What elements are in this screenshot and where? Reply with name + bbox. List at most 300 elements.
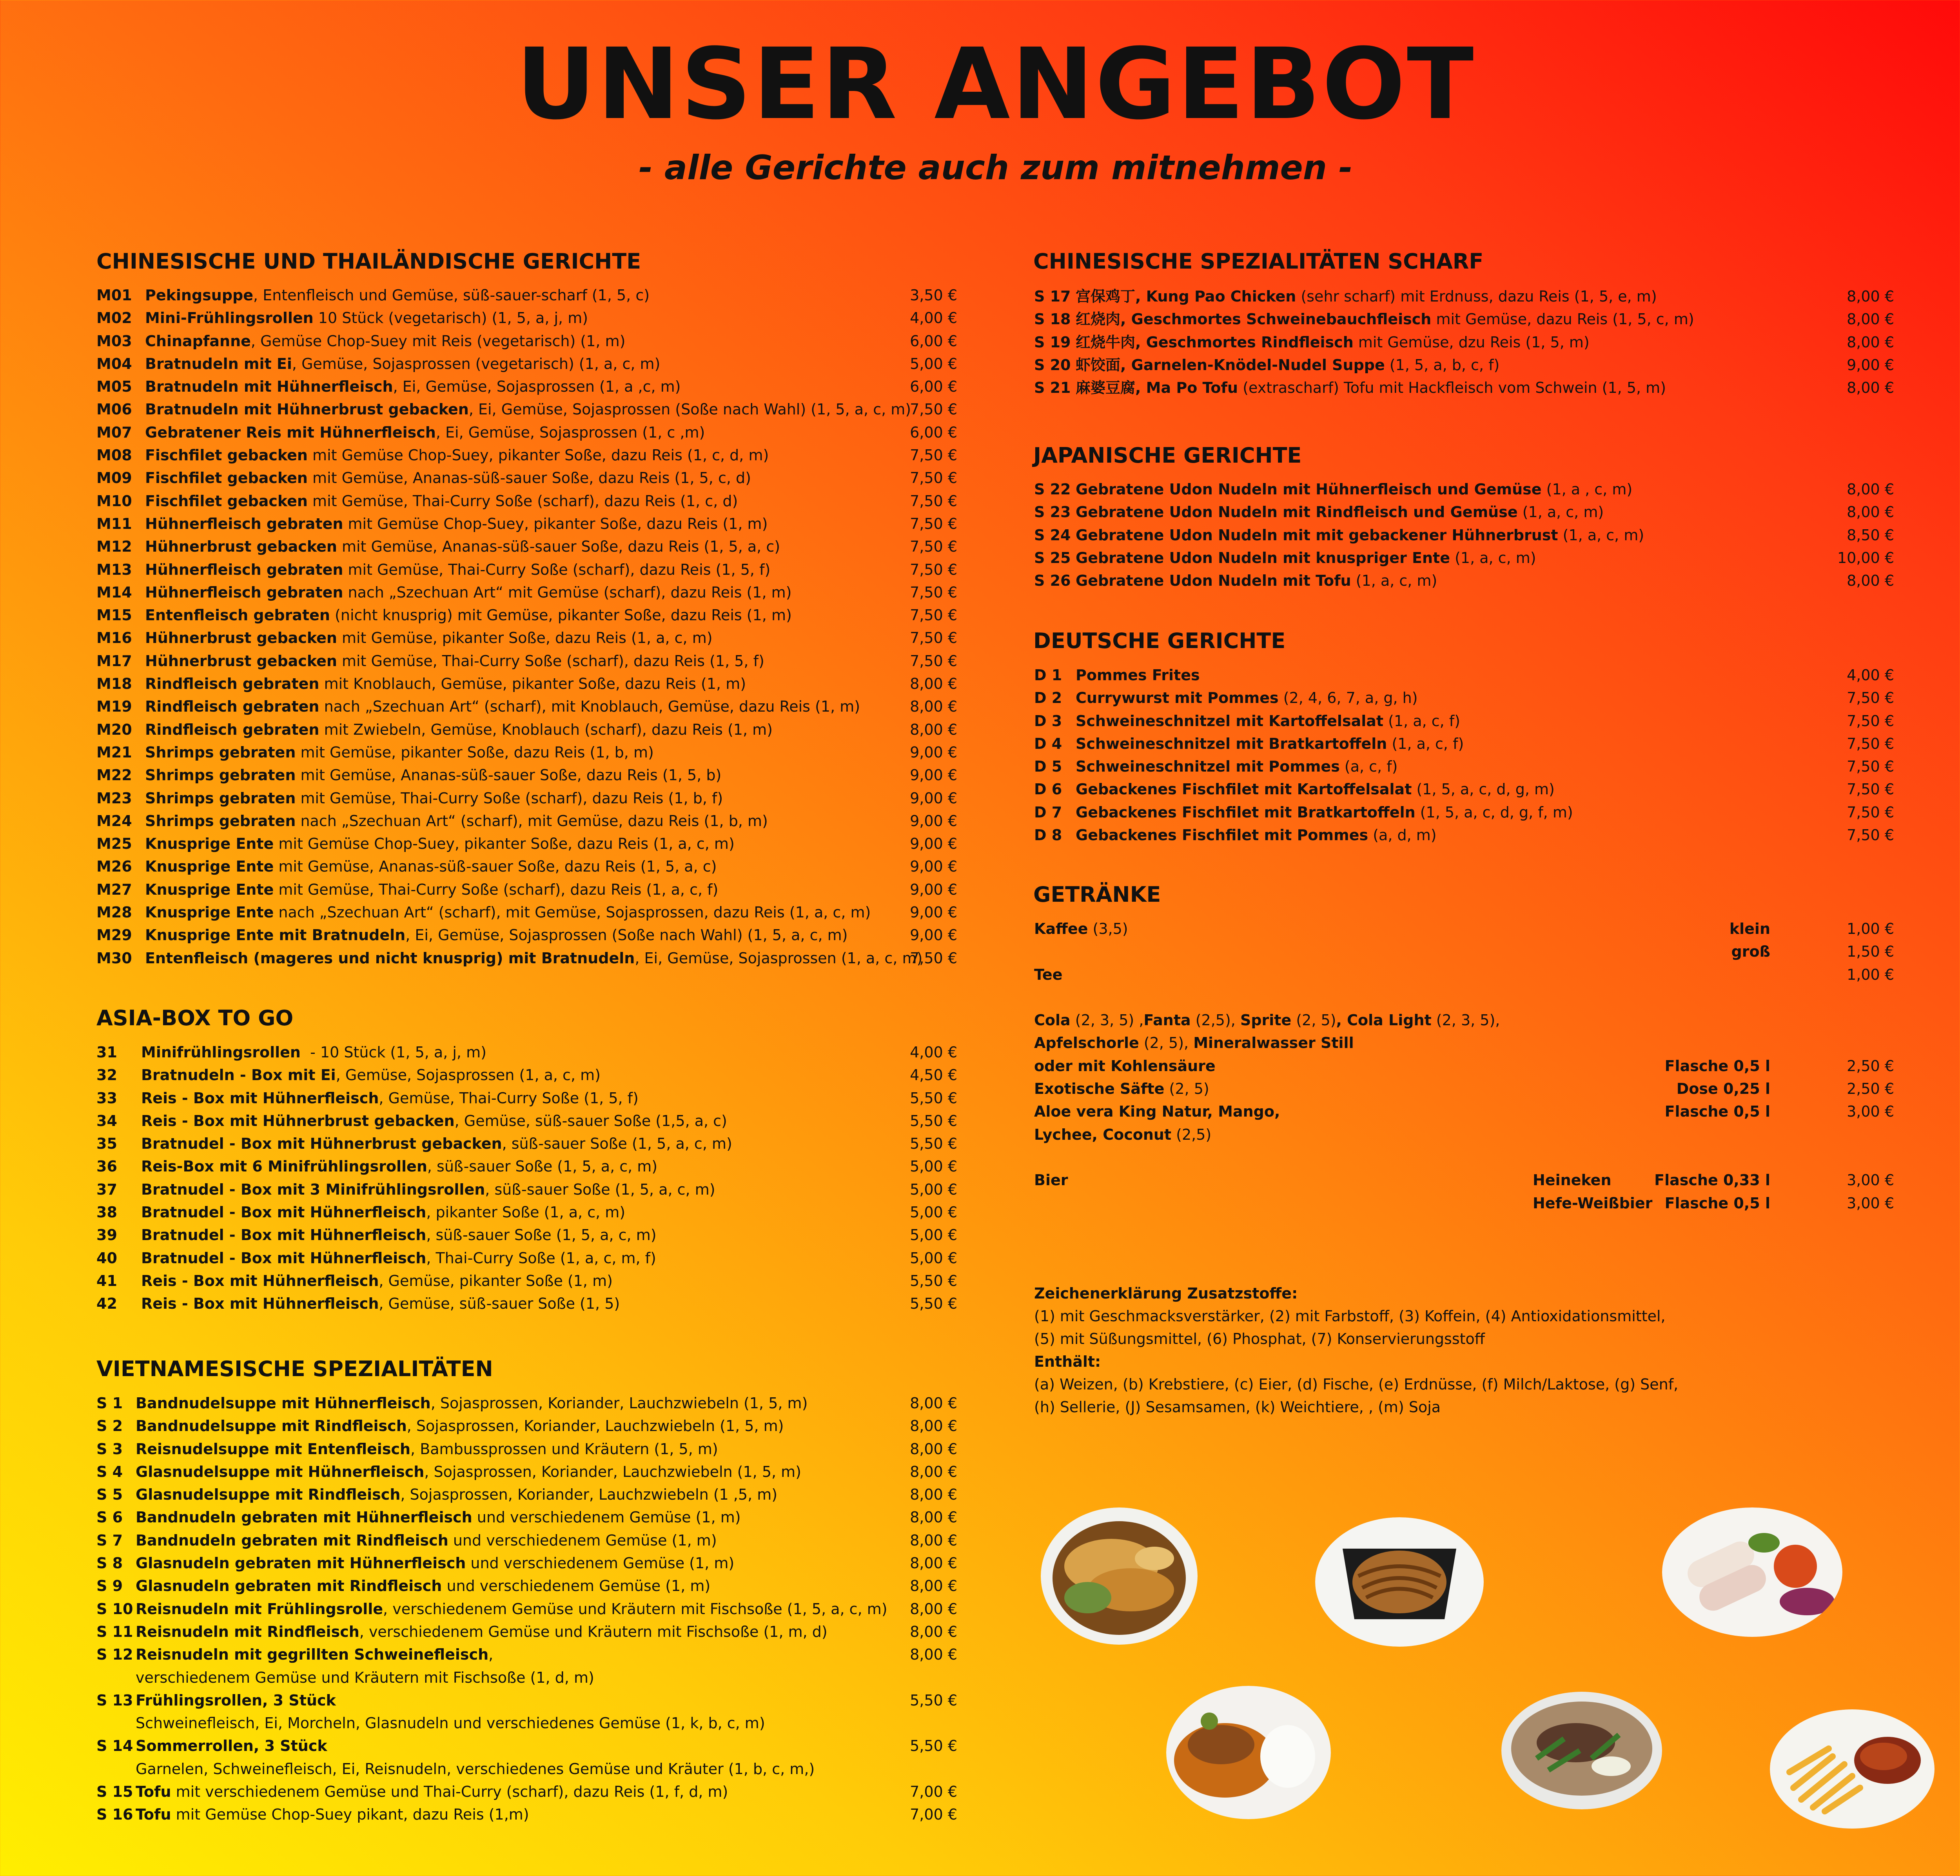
item-name: 红烧牛肉, Geschmortes Rindfleisch xyxy=(1076,333,1354,351)
item-description: , Sojasprossen, Koriander, Lauchzwiebeln (1, 5, m) xyxy=(407,1417,784,1435)
item-name: Reis - Box mit Hühnerfleisch xyxy=(141,1089,379,1107)
item-text xyxy=(136,1803,529,1826)
item-name: Reis-Box mit 6 Minifrühlingsrollen xyxy=(141,1158,427,1175)
item-code: S 13 xyxy=(96,1691,133,1709)
item-price: 8,00 € xyxy=(910,1417,957,1435)
item-text xyxy=(141,1201,625,1224)
item-code: 40 xyxy=(96,1249,117,1267)
drink-price: 1,00 € xyxy=(1847,920,1894,937)
item-code: M15 xyxy=(96,607,132,624)
item-price: 9,00 € xyxy=(910,835,957,853)
menu-item-row xyxy=(96,1666,957,1689)
item-description: mit Gemüse, Thai-Curry Soße (scharf), dazu Reis (1, a, c, f) xyxy=(274,881,719,898)
menu-item-row xyxy=(96,650,957,672)
item-name: Hühnerbrust gebacken xyxy=(145,629,337,647)
item-text xyxy=(1076,285,1657,308)
drink-note: (2,5) xyxy=(1171,1126,1212,1143)
menu-item-row xyxy=(1034,732,1894,755)
legend-line: (1) mit Geschmacksverstärker, (2) mit Farbstoff, (3) Koffein, (4) Antioxidationsmittel, xyxy=(1034,1308,1666,1325)
item-code: S 17 xyxy=(1034,288,1071,305)
menu-item-row xyxy=(1034,824,1894,846)
item-text xyxy=(145,718,773,741)
item-name: Reis - Box mit Hühnerfleisch xyxy=(141,1295,379,1313)
item-description: , Gemüse, Sojasprossen (1, a, c, m) xyxy=(336,1066,601,1084)
item-text xyxy=(145,878,718,901)
item-description: mit Gemüse, Ananas-süß-sauer Soße, dazu Reis (1, 5, a, c) xyxy=(274,858,717,875)
item-code: S 6 xyxy=(96,1509,123,1526)
menu-item-row xyxy=(96,421,957,444)
item-description: (1, a, c, m) xyxy=(1351,572,1437,590)
menu-item-row xyxy=(1034,478,1894,501)
item-text xyxy=(1076,686,1418,709)
legend-title: Zeichenerklärung Zusatzstoffe: xyxy=(1034,1285,1298,1302)
item-description: , Bambussprossen und Kräutern (1, 5, m) xyxy=(410,1440,718,1458)
item-description: und verschiedenem Gemüse (1, m) xyxy=(442,1577,711,1595)
drink-row-softdrinks-2 xyxy=(1034,1032,1894,1054)
item-name: Sommerrollen, 3 Stück xyxy=(136,1737,327,1755)
legend-title: Enthält: xyxy=(1034,1353,1101,1370)
menu-item-row xyxy=(96,1552,957,1575)
item-code: M22 xyxy=(96,766,132,784)
drink-note: (2, 3, 5), xyxy=(1431,1012,1500,1029)
item-price: 9,00 € xyxy=(910,743,957,761)
item-text xyxy=(1076,331,1590,354)
item-code: M25 xyxy=(96,835,132,853)
menu-item-row xyxy=(96,1132,957,1155)
item-text xyxy=(136,1575,710,1597)
item-code: 34 xyxy=(96,1112,117,1130)
menu-item-row xyxy=(96,1598,957,1620)
item-price: 7,50 € xyxy=(1847,826,1894,844)
item-code: S 15 xyxy=(96,1783,133,1801)
menu-item-row xyxy=(96,535,957,558)
drink-price: 3,00 € xyxy=(1847,1103,1894,1121)
item-code: D 7 xyxy=(1034,803,1062,821)
item-name: Fischfilet gebacken xyxy=(145,492,308,510)
item-code: 41 xyxy=(96,1272,117,1289)
item-price: 8,00 € xyxy=(1847,288,1894,305)
menu-item-row xyxy=(96,1110,957,1132)
item-code: S 26 xyxy=(1034,572,1071,590)
item-text xyxy=(145,558,770,581)
item-text xyxy=(145,695,860,718)
item-description: , xyxy=(488,1646,494,1664)
drink-size: Flasche 0,5 l xyxy=(1664,1194,1770,1212)
item-description: , Sojasprossen, Koriander, Lauchzwiebeln (1, 5, m) xyxy=(430,1395,808,1412)
item-text xyxy=(145,810,768,832)
menu-item-row xyxy=(96,512,957,535)
item-text xyxy=(1076,664,1200,686)
drink-row-beer-2 xyxy=(1034,1192,1894,1215)
item-text xyxy=(1076,824,1437,846)
menu-list-chinese-thai xyxy=(96,284,957,970)
item-name: Bratnudeln mit Hühnerfleisch xyxy=(145,378,393,396)
item-price: 8,00 € xyxy=(910,1395,957,1412)
drink-brand: Hefe-Weißbier xyxy=(1533,1194,1653,1212)
menu-list-vietnam xyxy=(96,1392,957,1826)
menu-item-row xyxy=(96,1620,957,1643)
menu-item-row xyxy=(96,1734,957,1757)
item-price: 5,00 € xyxy=(910,1226,957,1244)
menu-list-german xyxy=(1034,664,1894,846)
item-text xyxy=(145,604,792,627)
item-price: 7,50 € xyxy=(910,401,957,418)
item-code: S 1 xyxy=(96,1395,123,1412)
item-description: mit Gemüse, Thai-Curry Soße (scharf), dazu Reis (1, c, d) xyxy=(307,492,738,510)
menu-item-row xyxy=(96,855,957,878)
item-name: Shrimps gebraten xyxy=(145,812,296,830)
menu-item-row xyxy=(96,1506,957,1529)
item-code: M08 xyxy=(96,447,132,464)
item-name: Shrimps gebraten xyxy=(145,789,296,807)
item-name: Gebackenes Fischfilet mit Bratkartoffeln xyxy=(1076,803,1416,821)
item-name: Gebratene Udon Nudeln mit knuspriger Ente xyxy=(1076,549,1450,567)
item-description: Garnelen, Schweinefleisch, Ei, Reisnudeln, verschiedenes Gemüse und Kräuter (1, b, c, m,) xyxy=(136,1760,815,1778)
item-name: Glasnudelsuppe mit Hühnerfleisch xyxy=(136,1463,425,1480)
item-name: Shrimps gebraten xyxy=(145,743,296,761)
item-code: M09 xyxy=(96,469,132,487)
item-code: 36 xyxy=(96,1158,117,1175)
menu-item-row xyxy=(1034,501,1894,523)
item-text xyxy=(1076,547,1536,569)
item-description: mit Gemüse, Ananas-süß-sauer Soße, dazu Reis (1, 5, a, c) xyxy=(337,538,780,556)
item-price: 5,50 € xyxy=(910,1691,957,1709)
item-price: 5,00 € xyxy=(910,355,957,372)
drink-row-softdrinks-3 xyxy=(1034,1055,1894,1077)
item-name: Currywurst mit Pommes xyxy=(1076,689,1279,707)
menu-item-row xyxy=(96,1460,957,1483)
item-text xyxy=(141,1132,732,1155)
item-code: 39 xyxy=(96,1226,117,1244)
item-text xyxy=(1076,524,1644,547)
item-name: Reis - Box mit Hühnerbrust gebacken xyxy=(141,1112,455,1130)
drink-price: 1,50 € xyxy=(1847,943,1894,961)
drink-price: 3,00 € xyxy=(1847,1194,1894,1212)
item-price: 8,00 € xyxy=(910,1555,957,1572)
menu-item-row xyxy=(96,581,957,604)
item-description: , Gemüse Chop-Suey mit Reis (vegetarisch) (1, m) xyxy=(250,332,626,350)
item-description: , Ei, Gemüse, Sojasprossen (1, c ,m) xyxy=(436,423,705,441)
item-price: 8,00 € xyxy=(1847,333,1894,351)
item-text xyxy=(136,1734,327,1757)
section-title-japanese: JAPANISCHE GERICHTE xyxy=(1033,443,1302,468)
item-name: Bandnudelsuppe mit Rindfleisch xyxy=(136,1417,407,1435)
menu-item-row xyxy=(96,558,957,581)
item-description: , Ei, Gemüse, Sojasprossen (Soße nach Wahl) (1, 5, a, c, m) xyxy=(405,926,848,944)
item-text xyxy=(1076,801,1573,824)
item-name: Schweineschnitzel mit Pommes xyxy=(1076,758,1340,775)
item-text xyxy=(136,1620,828,1643)
item-name: Entenfleisch gebraten xyxy=(145,607,330,624)
item-description: (1, a, c, m) xyxy=(1450,549,1536,567)
menu-item-row xyxy=(1034,778,1894,801)
menu-item-row xyxy=(96,490,957,512)
drink-size: groß xyxy=(1731,943,1770,961)
food-photo-duck-rice xyxy=(1166,1686,1331,1819)
item-text xyxy=(1076,732,1464,755)
item-text xyxy=(141,1064,601,1086)
item-name: Gebratener Reis mit Hühnerfleisch xyxy=(145,423,436,441)
item-code: S 12 xyxy=(96,1646,133,1664)
drink-name: Bier xyxy=(1034,1171,1068,1189)
menu-item-row xyxy=(96,444,957,467)
item-price: 7,50 € xyxy=(1847,803,1894,821)
drink-row-aloe-2 xyxy=(1034,1123,1894,1146)
item-name: 宫保鸡丁, Kung Pao Chicken xyxy=(1076,288,1296,305)
item-text xyxy=(145,947,922,970)
item-description: und verschiedenem Gemüse (1, m) xyxy=(472,1509,741,1526)
item-text xyxy=(136,1643,493,1666)
item-price: 9,00 € xyxy=(910,858,957,875)
item-price: 5,50 € xyxy=(910,1295,957,1313)
item-name: Bandnudelsuppe mit Hühnerfleisch xyxy=(136,1395,431,1412)
item-description: (a, c, f) xyxy=(1339,758,1398,775)
item-price: 8,00 € xyxy=(1847,572,1894,590)
menu-item-row xyxy=(96,1483,957,1506)
menu-item-row xyxy=(96,1201,957,1224)
item-price: 8,00 € xyxy=(1847,481,1894,498)
item-code: D 4 xyxy=(1034,735,1062,752)
item-name: Fischfilet gebacken xyxy=(145,447,308,464)
item-text xyxy=(141,1292,620,1315)
item-price: 9,00 € xyxy=(910,904,957,921)
item-code: S 21 xyxy=(1034,379,1071,397)
item-name: Rindfleisch gebraten xyxy=(145,721,319,738)
item-name: Glasnudeln gebraten mit Rindfleisch xyxy=(136,1577,442,1595)
item-price: 6,00 € xyxy=(910,332,957,350)
item-price: 7,50 € xyxy=(910,538,957,556)
drink-brand: Heineken xyxy=(1533,1171,1612,1189)
item-text xyxy=(1076,710,1460,732)
item-code: S 5 xyxy=(96,1486,123,1504)
item-name: Minifrühlingsrollen xyxy=(141,1044,301,1061)
item-description: mit Gemüse Chop-Suey, pikanter Soße, dazu Reis (1, m) xyxy=(343,515,768,532)
item-description: , Gemüse, Sojasprossen (vegetarisch) (1, a, c, m) xyxy=(292,355,661,372)
item-name: Bratnudel - Box mit Hühnerbrust gebacken xyxy=(141,1135,502,1153)
item-description: mit Zwiebeln, Gemüse, Knoblauch (scharf), dazu Reis (1, m) xyxy=(319,721,773,738)
item-text xyxy=(136,1598,887,1620)
food-photo-noodles-box xyxy=(1315,1517,1484,1647)
food-photo-pho-soup xyxy=(1501,1692,1662,1809)
menu-item-row xyxy=(96,1292,957,1315)
drink-price: 2,50 € xyxy=(1847,1080,1894,1098)
item-description: 10 Stück (vegetarisch) (1, 5, a, j, m) xyxy=(313,309,588,327)
item-price: 10,00 € xyxy=(1837,549,1894,567)
item-text xyxy=(136,1689,336,1712)
item-description: (nicht knusprig) mit Gemüse, pikanter Soße, dazu Reis (1, m) xyxy=(330,607,792,624)
item-description: mit Gemüse, Thai-Curry Soße (scharf), dazu Reis (1, 5, f) xyxy=(337,652,764,670)
item-text xyxy=(145,741,654,764)
item-code: S 9 xyxy=(96,1577,123,1595)
item-name: Bratnudel - Box mit Hühnerfleisch xyxy=(141,1204,426,1221)
item-name: Knusprige Ente xyxy=(145,881,274,898)
item-code: M14 xyxy=(96,583,132,601)
item-text xyxy=(145,535,780,558)
item-text xyxy=(145,672,746,695)
item-price: 4,00 € xyxy=(1847,666,1894,684)
item-text xyxy=(145,284,650,307)
item-code: M05 xyxy=(96,378,132,396)
item-code: S 11 xyxy=(96,1623,133,1640)
item-text xyxy=(136,1712,765,1734)
menu-item-row xyxy=(96,1087,957,1110)
item-price: 4,50 € xyxy=(910,1066,957,1084)
food-image-noodles-box xyxy=(1315,1517,1484,1647)
menu-item-row xyxy=(96,375,957,398)
drink-price: 1,00 € xyxy=(1847,966,1894,983)
item-text xyxy=(136,1460,801,1483)
menu-item-row xyxy=(96,718,957,741)
item-description: und verschiedenem Gemüse (1, m) xyxy=(466,1555,735,1572)
item-description: (1, 5, a, b, c, f) xyxy=(1385,356,1500,374)
item-price: 7,50 € xyxy=(910,469,957,487)
item-text xyxy=(1076,376,1666,399)
item-description: mit Gemüse, Ananas-süß-sauer Soße, dazu Reis (1, 5, b) xyxy=(296,766,722,784)
item-text xyxy=(141,1155,657,1178)
item-description: (1, a, c, f) xyxy=(1387,735,1464,752)
item-name: Reisnudeln mit Rindfleisch xyxy=(136,1623,359,1640)
item-text xyxy=(1076,354,1499,376)
item-name: Pommes Frites xyxy=(1076,666,1200,684)
item-name: Hühnerbrust gebacken xyxy=(145,538,337,556)
item-code: D 2 xyxy=(1034,689,1062,707)
item-description: , Ei, Gemüse, Sojasprossen (Soße nach Wahl) (1, 5, a, c, m) xyxy=(468,401,911,418)
drink-note: (2, 5) xyxy=(1164,1080,1209,1098)
item-name: Shrimps gebraten xyxy=(145,766,296,784)
menu-item-row xyxy=(1034,285,1894,308)
item-name: Reisnudeln mit Frühlingsrolle xyxy=(136,1600,383,1618)
item-code: S 20 xyxy=(1034,356,1071,374)
drink-row-exotic xyxy=(1034,1077,1894,1100)
item-name: 虾饺面, Garnelen-Knödel-Nudel Suppe xyxy=(1076,356,1385,374)
item-description: (extrascharf) Tofu mit Hackfleisch vom Schwein (1, 5, m) xyxy=(1238,379,1666,397)
item-description: verschiedenem Gemüse und Kräutern mit Fischsoße (1, d, m) xyxy=(136,1669,594,1686)
drink-note: (3,5) xyxy=(1088,920,1128,937)
item-code: M28 xyxy=(96,904,132,921)
item-description: (a, d, m) xyxy=(1368,826,1437,844)
item-code: M12 xyxy=(96,538,132,556)
item-code: 33 xyxy=(96,1089,117,1107)
item-price: 7,50 € xyxy=(910,629,957,647)
item-price: 6,00 € xyxy=(910,378,957,396)
item-code: 38 xyxy=(96,1204,117,1221)
item-code: M03 xyxy=(96,332,132,350)
item-code: M10 xyxy=(96,492,132,510)
item-code: S 22 xyxy=(1034,481,1071,498)
item-text xyxy=(1076,308,1694,331)
item-price: 4,00 € xyxy=(910,309,957,327)
item-price: 8,00 € xyxy=(910,1486,957,1504)
item-text xyxy=(141,1087,639,1110)
legend-line: (a) Weizen, (b) Krebstiere, (c) Eier, (d) Fische, (e) Erdnüsse, (f) Milch/Laktose, (g) Senf, xyxy=(1034,1376,1679,1393)
item-name: Knusprige Ente xyxy=(145,858,274,875)
item-text xyxy=(145,855,717,878)
menu-item-row xyxy=(1034,755,1894,778)
drinks-table xyxy=(1034,917,1894,1215)
item-code: M20 xyxy=(96,721,132,738)
additives-legend xyxy=(1034,1282,1678,1418)
item-text xyxy=(141,1178,715,1201)
item-text xyxy=(136,1758,815,1780)
item-code: D 8 xyxy=(1034,826,1062,844)
menu-list-asia-box xyxy=(96,1041,957,1315)
menu-item-row xyxy=(96,1689,957,1712)
item-code: M01 xyxy=(96,287,132,304)
item-name: Frühlingsrollen, 3 Stück xyxy=(136,1691,336,1709)
menu-item-row xyxy=(1034,710,1894,732)
item-name: Gebratene Udon Nudeln mit mit gebackener Hühnerbrust xyxy=(1076,526,1558,544)
item-description: mit Knoblauch, Gemüse, pikanter Soße, dazu Reis (1, m) xyxy=(319,675,746,693)
item-code: S 19 xyxy=(1034,333,1071,351)
item-price: 5,00 € xyxy=(910,1249,957,1267)
item-price: 8,00 € xyxy=(910,698,957,716)
menu-item-row xyxy=(96,1529,957,1552)
item-name: Bratnudeln - Box mit Ei xyxy=(141,1066,336,1084)
drink-name: Sprite xyxy=(1240,1012,1292,1029)
item-text xyxy=(141,1224,657,1246)
item-code: S 7 xyxy=(96,1531,123,1549)
item-name: Schweineschnitzel mit Bratkartoffeln xyxy=(1076,735,1387,752)
item-name: Bandnudeln gebraten mit Hühnerfleisch xyxy=(136,1509,472,1526)
item-name: 麻婆豆腐, Ma Po Tofu xyxy=(1076,379,1238,397)
item-text xyxy=(145,901,871,924)
menu-item-row xyxy=(96,307,957,329)
item-code: S 23 xyxy=(1034,503,1071,521)
item-code: M26 xyxy=(96,858,132,875)
item-name: Bandnudeln gebraten mit Rindfleisch xyxy=(136,1531,448,1549)
item-text xyxy=(145,512,768,535)
item-code: M27 xyxy=(96,881,132,898)
section-title-vietnam: VIETNAMESISCHE SPEZIALITÄTEN xyxy=(96,1357,493,1381)
item-price: 8,00 € xyxy=(910,1509,957,1526)
item-name: Gebratene Udon Nudeln mit Rindfleisch und Gemüse xyxy=(1076,503,1518,521)
menu-item-row xyxy=(1034,331,1894,354)
item-name: Knusprige Ente xyxy=(145,835,274,853)
item-text xyxy=(1076,755,1397,778)
item-price: 9,00 € xyxy=(910,766,957,784)
item-text xyxy=(145,421,705,444)
item-price: 5,50 € xyxy=(910,1112,957,1130)
food-photo-fries-currywurst xyxy=(1770,1709,1935,1829)
item-description: , Gemüse, süß-sauer Soße (1,5, a, c) xyxy=(454,1112,727,1130)
drink-row-softdrinks xyxy=(1034,1009,1894,1032)
menu-item-row xyxy=(1034,354,1894,376)
item-text xyxy=(145,352,660,375)
menu-item-row xyxy=(96,1575,957,1597)
drink-name: , Cola Light xyxy=(1336,1012,1432,1029)
section-title-german: DEUTSCHE GERICHTE xyxy=(1033,628,1286,653)
item-description: , pikanter Soße (1, a, c, m) xyxy=(426,1204,626,1221)
item-price: 7,50 € xyxy=(1847,689,1894,707)
item-description: , Ei, Gemüse, Sojasprossen (1, a, c, m) xyxy=(635,949,923,967)
drink-name: Mineralwasser Still xyxy=(1193,1034,1354,1052)
section-title-asia-box: ASIA-BOX TO GO xyxy=(96,1006,294,1030)
section-title-drinks: GETRÄNKE xyxy=(1033,882,1161,907)
menu-item-row xyxy=(96,1247,957,1269)
drink-size: Dose 0,25 l xyxy=(1676,1080,1770,1098)
item-description: mit Gemüse, Thai-Curry Soße (scharf), dazu Reis (1, 5, f) xyxy=(343,561,771,578)
drink-note: (2,5), xyxy=(1191,1012,1240,1029)
item-name: Rindfleisch gebraten xyxy=(145,675,319,693)
menu-item-row xyxy=(1034,664,1894,686)
item-name: Mini-Frühlingsrollen xyxy=(145,309,314,327)
menu-item-row xyxy=(96,832,957,855)
item-price: 8,00 € xyxy=(910,1646,957,1664)
drink-name: Fanta xyxy=(1143,1012,1191,1029)
menu-item-row xyxy=(96,901,957,924)
item-code: M07 xyxy=(96,423,132,441)
item-code: M04 xyxy=(96,355,132,372)
